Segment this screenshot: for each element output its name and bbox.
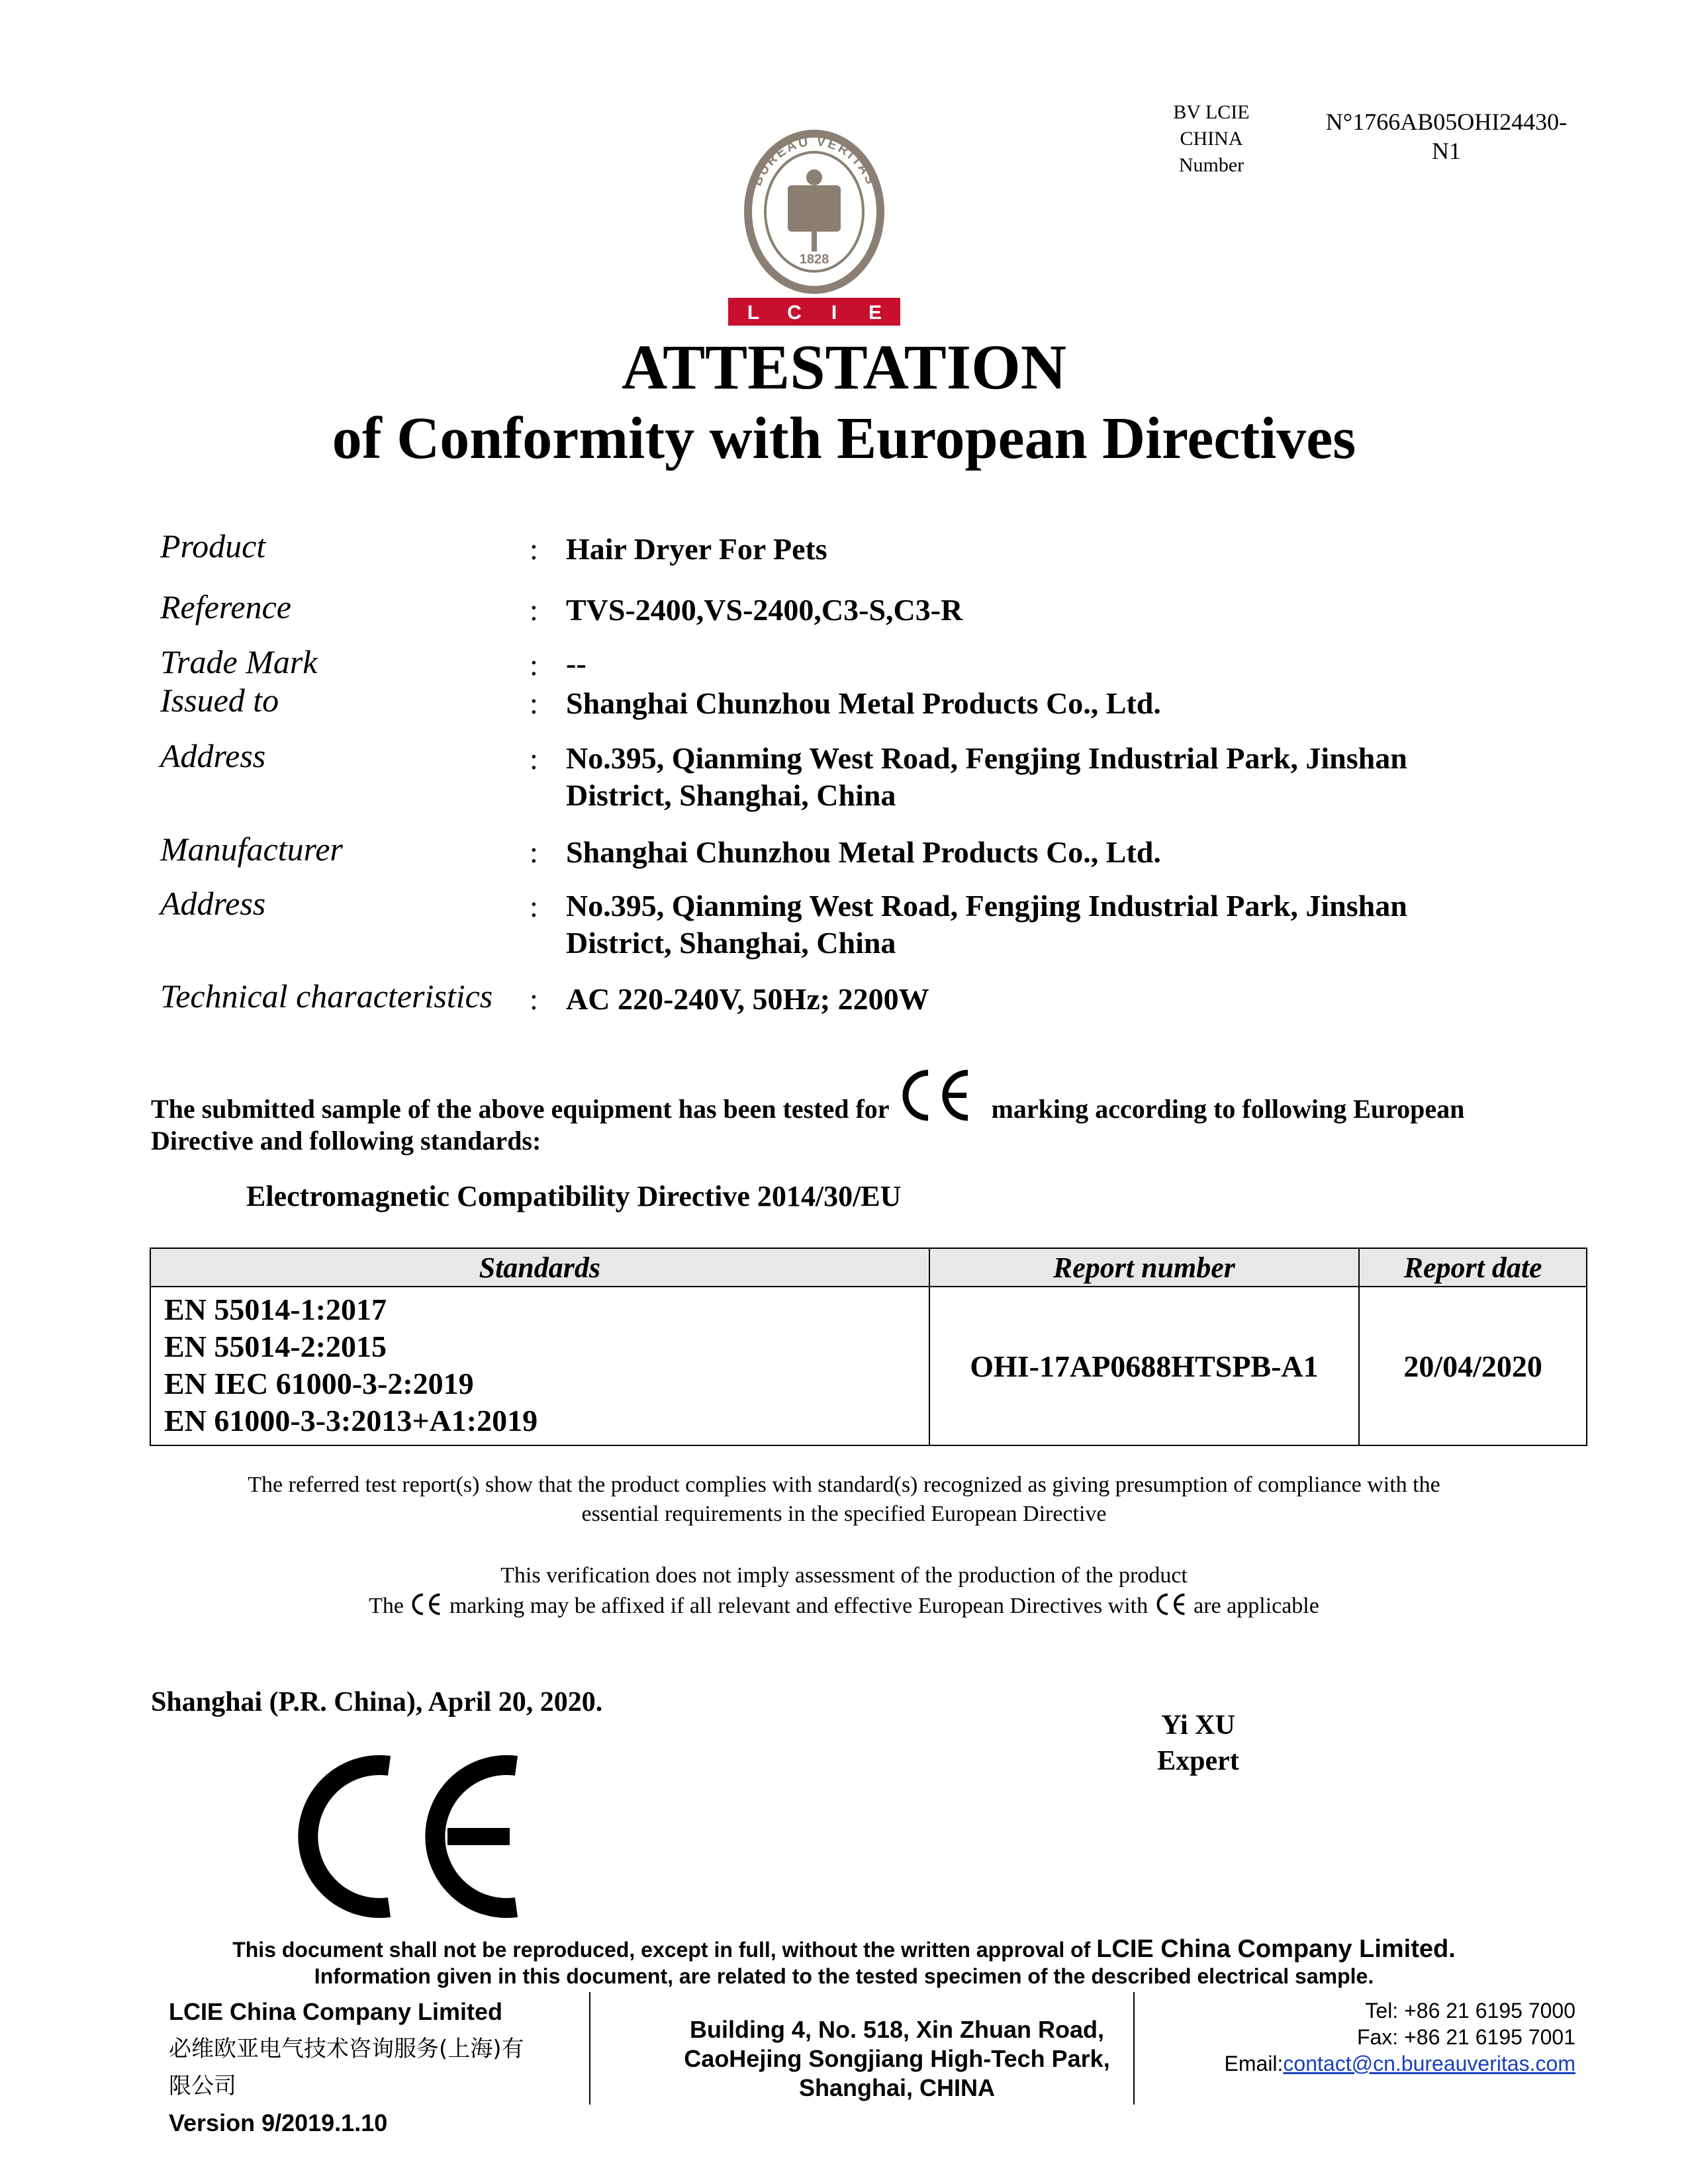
email-link[interactable]: contact@cn.bureauveritas.com — [1283, 2052, 1575, 2075]
footer-divider — [589, 1992, 590, 2105]
standards-table — [150, 1248, 1587, 1446]
info-value-issued-to: Shanghai Chunzhou Metal Products Co., Ltd. — [566, 686, 1161, 720]
company-name-chinese: 限公司 — [169, 2073, 236, 2099]
info-colon: : — [530, 686, 538, 720]
address-line: No.395, Qianming West Road, Fengjing Industrial Park, Jinshan — [566, 889, 1407, 923]
info-value-manufacturer: Shanghai Chunzhou Metal Products Co., Ltd. — [566, 835, 1161, 869]
signer-title: Expert — [1157, 1746, 1239, 1776]
info-value-technical: AC 220-240V, 50Hz; 2200W — [566, 982, 929, 1016]
address-line: Building 4, No. 518, Xin Zhuan Road, — [689, 2016, 1105, 2043]
address-line: CaoHejing Songjiang High-Tech Park, — [684, 2045, 1110, 2072]
email-label: Email: — [1224, 2052, 1284, 2075]
disclaimer-line: Information given in this document, are related to the tested specimen of the described electrical sample. — [314, 1964, 1374, 1988]
table-header-row — [150, 1248, 1587, 1287]
seal-emblem — [788, 169, 841, 251]
submitted-statement — [151, 1069, 1541, 1157]
document-version: Version 9/2019.1.10 — [169, 2109, 388, 2136]
lcie-letter: I — [831, 302, 837, 324]
info-label-address: Address — [160, 737, 266, 774]
lcie-letter: L — [747, 302, 760, 324]
info-label-issued-to: Issued to — [160, 682, 279, 719]
ce-mark-icon — [1154, 1593, 1188, 1615]
info-value-product: Hair Dryer For Pets — [566, 532, 827, 566]
signer-name: Yi XU — [1161, 1710, 1235, 1741]
seal-year: 1828 — [799, 252, 829, 267]
info-label-reference: Reference — [160, 588, 291, 625]
company-name-chinese: 必维欧亚电气技术咨询服务(上海)有 — [169, 2036, 524, 2062]
address-line: District, Shanghai, China — [566, 926, 896, 960]
report-date-cell: 20/04/2020 — [1359, 1287, 1587, 1445]
bureau-veritas-lcie-logo — [715, 113, 914, 331]
info-value-issuer-address — [566, 740, 1526, 814]
info-colon: : — [530, 593, 538, 627]
info-colon: : — [530, 532, 538, 566]
referred-reports-note — [132, 1471, 1556, 1529]
contact-email-line — [1139, 2050, 1575, 2077]
standards-list-cell — [150, 1287, 929, 1445]
info-label-product: Product — [160, 527, 266, 565]
bv-label-line: BV LCIE — [1173, 101, 1250, 123]
info-label-manufacturer: Manufacturer — [160, 831, 343, 868]
footer-address-block — [599, 2015, 1195, 2103]
info-label-trade-mark: Trade Mark — [160, 643, 318, 680]
seal-text: BUREAU VERITAS — [749, 134, 879, 189]
column-header-report-number: Report number — [929, 1248, 1360, 1287]
report-number-cell: OHI-17AP0688HTSPB-A1 — [929, 1287, 1360, 1445]
cert-number-line: N°1766AB05OHI24430- — [1325, 109, 1568, 135]
lcie-letter: E — [868, 302, 882, 324]
standard-item: EN 55014-1:2017 — [164, 1293, 387, 1326]
info-colon: : — [530, 889, 538, 923]
column-header-report-date: Report date — [1359, 1248, 1587, 1287]
signer-block — [1092, 1707, 1304, 1779]
info-value-trade-mark: -- — [566, 647, 586, 680]
contact-fax: Fax: +86 21 6195 7001 — [1356, 2025, 1575, 2049]
company-name: LCIE China Company Limited — [169, 1998, 503, 2025]
place-and-date: Shanghai (P.R. China), April 20, 2020. — [151, 1687, 603, 1717]
standard-item: EN 61000-3-3:2013+A1:2019 — [164, 1404, 538, 1437]
info-colon: : — [530, 648, 538, 682]
bv-lcie-china-number-label — [1152, 99, 1271, 179]
bv-label-line: Number — [1178, 154, 1244, 176]
info-colon: : — [530, 742, 538, 776]
note-line: This verification does not imply assessment of the production of the product — [500, 1563, 1188, 1588]
note-line: The referred test report(s) show that the product complies with standard(s) recognized as giving presumption of compliance with the — [248, 1473, 1440, 1497]
address-line: No.395, Qianming West Road, Fengjing Industrial Park, Jinshan — [566, 741, 1407, 775]
disclaimer-company: LCIE China Company Limited. — [1096, 1935, 1456, 1963]
disclaimer-text: This document shall not be reproduced, except in full, without the written approval of — [232, 1938, 1091, 1962]
footer-divider — [1133, 1992, 1135, 2105]
standard-item: EN IEC 61000-3-2:2019 — [164, 1367, 474, 1400]
note-line — [132, 1591, 1556, 1621]
standard-item: EN 55014-2:2015 — [164, 1330, 387, 1363]
statement-text: marking according to following European — [991, 1094, 1465, 1124]
address-line: Shanghai, CHINA — [798, 2074, 995, 2101]
info-colon: : — [530, 835, 538, 869]
info-label-technical: Technical characteristics — [160, 978, 493, 1015]
info-value-manufacturer-address — [566, 887, 1526, 962]
statement-text: The submitted sample of the above equipment has been tested for — [151, 1094, 890, 1124]
ce-mark-icon — [896, 1069, 976, 1122]
column-header-standards: Standards — [150, 1248, 929, 1287]
bv-label-line: CHINA — [1180, 128, 1243, 150]
document-title: ATTESTATION — [621, 332, 1067, 402]
directive-title: Electromagnetic Compatibility Directive 2014/30/EU — [246, 1180, 902, 1212]
disclaimer-line — [66, 1936, 1622, 1963]
footer-company-block — [169, 1993, 592, 2142]
note-text: The — [369, 1594, 404, 1618]
info-value-reference: TVS-2400,VS-2400,C3-S,C3-R — [566, 593, 963, 627]
lcie-letter: C — [787, 302, 802, 324]
cert-number-line: N1 — [1432, 138, 1461, 164]
note-line: essential requirements in the specified European Directive — [581, 1502, 1107, 1526]
verification-note — [132, 1561, 1556, 1621]
footer-contact-block — [1139, 1997, 1575, 2077]
contact-tel: Tel: +86 21 6195 7000 — [1365, 1999, 1575, 2023]
note-text: marking may be affixed if all relevant and effective European Directives with — [449, 1594, 1149, 1618]
large-ce-mark-icon — [291, 1754, 530, 1919]
note-text: are applicable — [1194, 1594, 1319, 1618]
address-line: District, Shanghai, China — [566, 778, 896, 812]
reproduction-disclaimer — [66, 1936, 1622, 1989]
certificate-number — [1307, 107, 1585, 165]
statement-line2: Directive and following standards: — [151, 1126, 541, 1156]
info-label-address: Address — [160, 885, 266, 922]
info-colon: : — [530, 982, 538, 1016]
ce-mark-icon — [409, 1593, 444, 1615]
document-subtitle: of Conformity with European Directives — [332, 406, 1356, 471]
table-row — [150, 1287, 1587, 1445]
